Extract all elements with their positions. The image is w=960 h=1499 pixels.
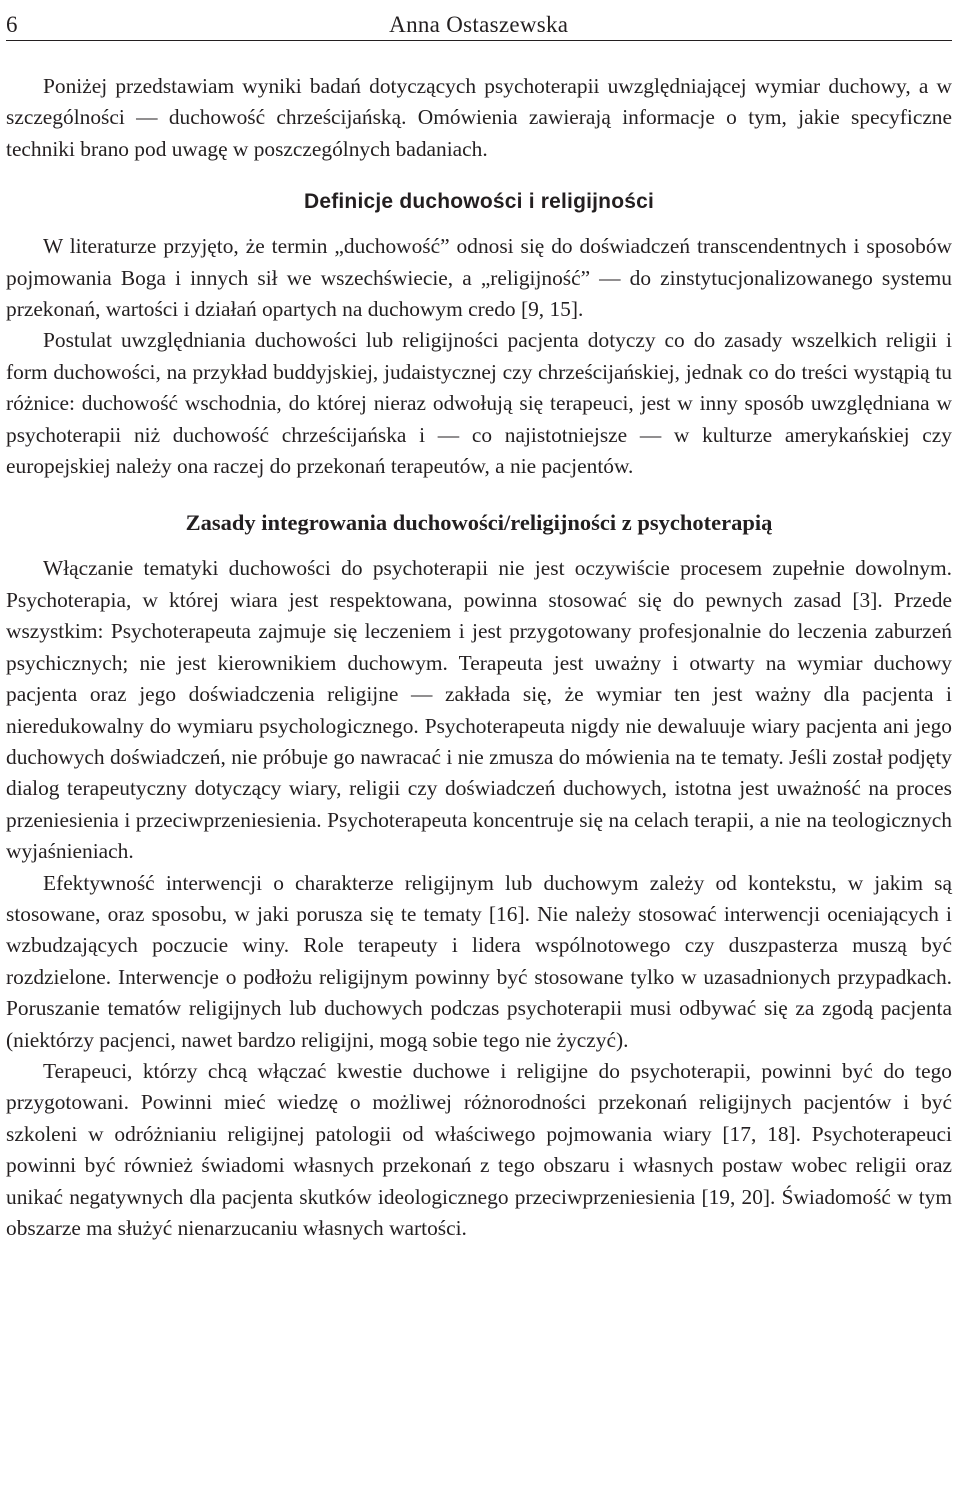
section-heading-principles: Zasady integrowania duchowości/religijności z psychoterapią: [185, 510, 773, 536]
definitions-paragraph-1: W literaturze przyjęto, że termin „duchowość” odnosi się do doświadczeń transcendentnych i sposobów pojmowania Boga i innych sił we wszechświecie, a „religijność” — do zinstytucjonalizowanego systemu przekonań, wartości i działań opartych na duchowym credo [9, 15].: [6, 234, 952, 322]
intro-paragraph: Poniżej przedstawiam wyniki badań dotyczących psychoterapii uwzględniającej wymiar duchowy, a w szczególności — duchowość chrześcijańską. Omówienia zawierają informacje o tym, jakie specyficzne techniki brano pod uwagę w poszczególnych badaniach.: [6, 74, 952, 161]
document-page: [6, 0, 952, 1244]
principles-paragraph-2: Efektywność interwencji o charakterze religijnym lub duchowym zależy od kontekstu, w jakim są stosowane, oraz sposobu, w jaki porusza się te tematy [16]. Nie należy stosować interwencji oceniających i wzbudzających poczucie winy. Role terapeuty i lidera wspólnotowego czy duszpasterza muszą być rozdzielone. Interwencje o podłożu religijnym powinny być stosowane tylko w uzasadnionych przypadkach. Poruszanie tematów religijnych lub duchowych podczas psychoterapii musi odbywać się za zgodą pacjenta (niektórzy pacjenci, nawet bardzo religijni, mogą sobie tego nie życzyć).: [6, 870, 952, 1052]
page-number: 6: [6, 12, 18, 37]
running-header-author: Anna Ostaszewska: [389, 12, 569, 37]
principles-paragraph-1: Włączanie tematyki duchowości do psychoterapii nie jest oczywiście procesem zupełnie dowolnym. Psychoterapia, w której wiara jest respektowana, powinna stosować się do pewnych zasad [3]. Przede wszystkim: Psychoterapeuta zajmuje się leczeniem i jest przygotowany profesjonalnie do leczenia zaburzeń psychicznych; nie jest kierownikiem duchowym. Terapeuta jest uważny i otwarty na wymiar duchowy pacjenta oraz jego doświadczenia religijne — zakłada się, że wymiar ten jest ważny dla pacjenta i nieredukowalny do wymiaru psychologicznego. Psychoterapeuta nigdy nie dewaluuje wiary pacjenta ani jego duchowych doświadczeń, nie próbuje go nawracać i nie zmusza do mówienia na te tematy. Jeśli został podjęty dialog terapeutyczny dotyczący wiary, religii czy doświadczeń duchowych, istotna jest uważność na proces przeniesienia i przeciwprzeniesienia. Psychoterapeuta koncentruje się na celach terapii, a nie na teologicznych wyjaśnieniach.: [6, 556, 952, 864]
section-heading-definitions: Definicje duchowości i religijności: [303, 190, 655, 214]
document-body: [6, 71, 952, 1244]
definitions-paragraph-2: Postulat uwzględniania duchowości lub religijności pacjenta dotyczy co do zasady wszelkich religii i form duchowości, na przykład buddyjskiej, judaistycznej czy chrześcijańskiej, jednak co do treści wystąpią tu różnice: duchowość wschodnia, do której nieraz odwołują się terapeuci, jest w inny sposób uwzględniana w psychoterapii niż duchowość chrześcijańska i — co najistotniejsze — w kulturze amerykańskiej czy europejskiej należy ona raczej do przekonań terapeutów, a nie pacjentów.: [6, 328, 952, 479]
running-header: [6, 0, 952, 41]
principles-paragraph-3: Terapeuci, którzy chcą włączać kwestie duchowe i religijne do psychoterapii, powinni być do tego przygotowani. Powinni mieć wiedzę o możliwej różnorodności przekonań religijnych pacjentów i być szkoleni w odróżnianiu religijnej patologii od właściwego pojmowania wiary [17, 18]. Psychoterapeuci powinni być również świadomi własnych przekonań z tego obszaru i własnych postaw wobec religii oraz unikać negatywnych dla pacjenta skutków ideologicznego przeciwprzeniesienia [19, 20]. Świadomość w tym obszarze ma służyć nienarzucaniu własnych wartości.: [6, 1058, 952, 1240]
